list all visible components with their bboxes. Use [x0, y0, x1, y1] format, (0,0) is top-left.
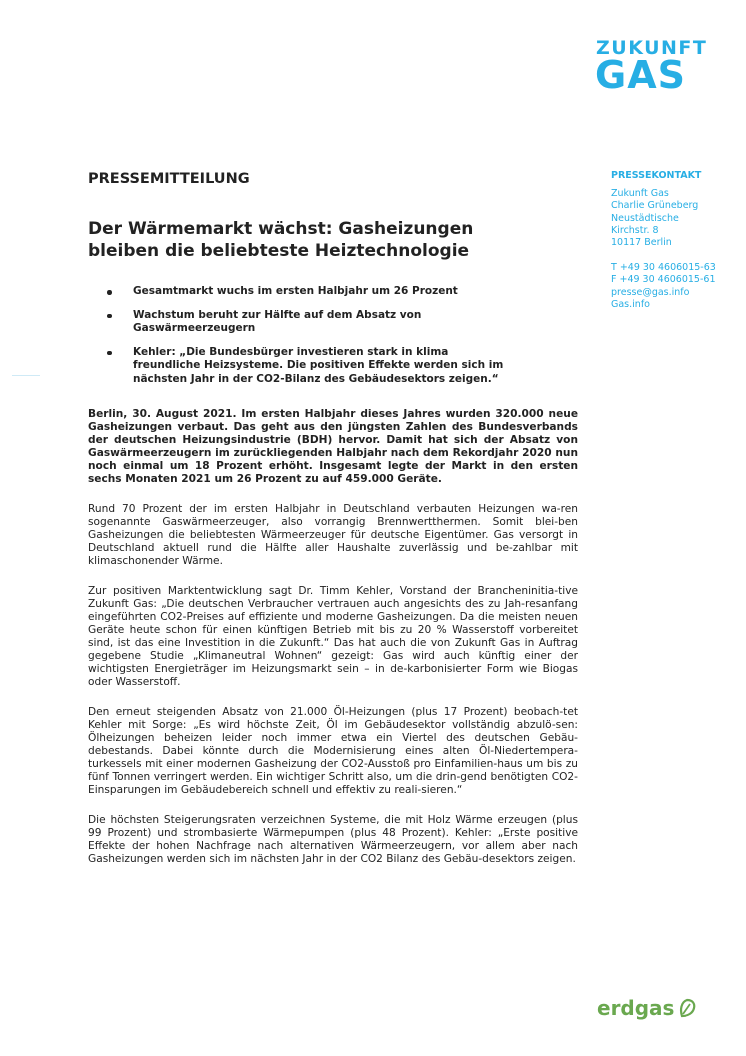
contact-address-line: Neustädtische — [611, 212, 679, 224]
body-paragraph: Die höchsten Steigerungsraten verzeichnen Systeme, die mit Holz Wärme erzeugen (plus 99 Prozent) und strombasierte Wärmepumpen (plus 48 Prozent). Kehler: „Erste positive Effekte der hohen Nachfrage nach alternativen Wärmeerzeugern, vor allem aber nach Gasheizungen werden sich im nächsten Jahr in der CO2 Bilanz des Gebäu-desektors zeigen. — [88, 814, 578, 865]
lead-paragraph: Berlin, 30. August 2021. Im ersten Halbjahr dieses Jahres wurden 320.000 neue Gasheizungen verbaut. Das geht aus den jüngsten Zahlen des Bundesverbands der deutschen Heizungsindustrie (BDH) hervor. Damit hat sich der Absatz von Gaswärmeerzeugern im zurückliegenden Halbjahr nach dem Rekordjahr 2020 nun noch einmal um 18 Prozent erhöht. Insgesamt legte der Markt in den ersten sechs Monaten 2021 um 26 Prozent zu auf 459.000 Geräte. — [88, 408, 578, 485]
contact-website-link[interactable]: Gas.info — [611, 298, 650, 310]
bullet-icon — [107, 290, 112, 295]
bullet-icon — [107, 351, 112, 356]
logo-line-2: GAS — [595, 53, 686, 97]
key-point: Gesamtmarkt wuchs im ersten Halbjahr um 26 Prozent — [88, 285, 518, 299]
key-point: Kehler: „Die Bundesbürger investieren stark in klima freundliche Heizsysteme. Die positiven Effekte werden sich im nächsten Jahr in der CO2-Bilanz des Gebäudesektors zeigen.“ — [88, 346, 518, 387]
zukunft-gas-logo — [595, 37, 708, 97]
contact-address-line: Charlie Grüneberg — [611, 200, 699, 212]
decorative-divider — [12, 375, 40, 376]
body-paragraph: Rund 70 Prozent der im ersten Halbjahr in Deutschland verbauten Heizungen wa-ren sogenannte Gaswärmeerzeuger, also vorrangig Brennwertthermen. Somit blei-ben Gasheizungen die beliebtesten Wärmeerzeuger für deutsche Eigentümer. Gas versorgt in Deutschland aktuell rund die Hälfte aller Haushalte zuverlässig und be-zahlbar mit klimaschonender Wärme. — [88, 503, 578, 567]
erdgas-logo — [597, 996, 697, 1020]
document-kicker: PRESSEMITTEILUNG — [88, 171, 250, 187]
document-title: Der Wärmemarkt wächst: Gasheizungen bleiben die beliebteste Heiztechnologie — [88, 219, 474, 261]
contact-address-line: 10117 Berlin — [611, 237, 672, 249]
contact-fax: F +49 30 4606015-61 — [611, 274, 716, 286]
logo-line-1: ZUKUNFT — [596, 37, 708, 59]
leaf-icon — [677, 998, 697, 1018]
bullet-icon — [107, 314, 112, 319]
press-release-body — [88, 170, 578, 883]
contact-address-line: Kirchstr. 8 — [611, 224, 659, 236]
press-contact-block — [611, 170, 741, 311]
erdgas-logo-text: erdgas — [597, 996, 675, 1020]
key-point: Wachstum beruht zur Hälfte auf dem Absatz von Gaswärmeerzeugern — [88, 309, 518, 336]
contact-phone: T +49 30 4606015-63 — [611, 262, 716, 274]
press-contact-heading: PRESSEKONTAKT — [611, 170, 702, 181]
body-paragraph: Den erneut steigenden Absatz von 21.000 Öl-Heizungen (plus 17 Prozent) beobach-tet Kehler mit Sorge: „Es wird höchste Zeit, Öl im Gebäudesektor vollständig abzulö-sen: Ölheizungen beheizen leider noch immer etwa ein Viertel des deutschen Gebäu-debestands. Dabei könnte durch die Modernisierung eines alten Öl-Niedertempera-turkessels mit einer modernen Gasheizung der CO2-Ausstoß pro Einfamilien-haus um bis zu fünf Tonnen verringert werden. Ein wichtiger Schritt also, um die drin-gend benötigten CO2-Einsparungen im Gebäudebereich schnell und effektiv zu reali-sieren.“ — [88, 706, 578, 796]
body-paragraph: Zur positiven Marktentwicklung sagt Dr. Timm Kehler, Vorstand der Brancheninitia-tive Zukunft Gas: „Die deutschen Verbraucher vertrauen auch angesichts des zu Jah-resanfang eingeführten CO2-Preises auf effiziente und moderne Gasheizungen. Da die meisten neuen Geräte heute schon für einen künftigen Betrieb mit bis zu 20 % Wasserstoff vorbereitet sind, ist das eine Investition in die Zukunft.“ Das hat auch die von Zukunft Gas in Auftrag gegebene Studie „Klimaneutral Wohnen“ gezeigt: Gas wird auch künftig einer der wichtigsten Energieträger im Heizungsmarkt sein – in de-karbonisierter Form wie Biogas oder Wasserstoff. — [88, 585, 578, 688]
contact-email-link[interactable]: presse@gas.info — [611, 286, 690, 298]
key-points-list — [88, 285, 578, 386]
contact-address-line: Zukunft Gas — [611, 188, 669, 200]
